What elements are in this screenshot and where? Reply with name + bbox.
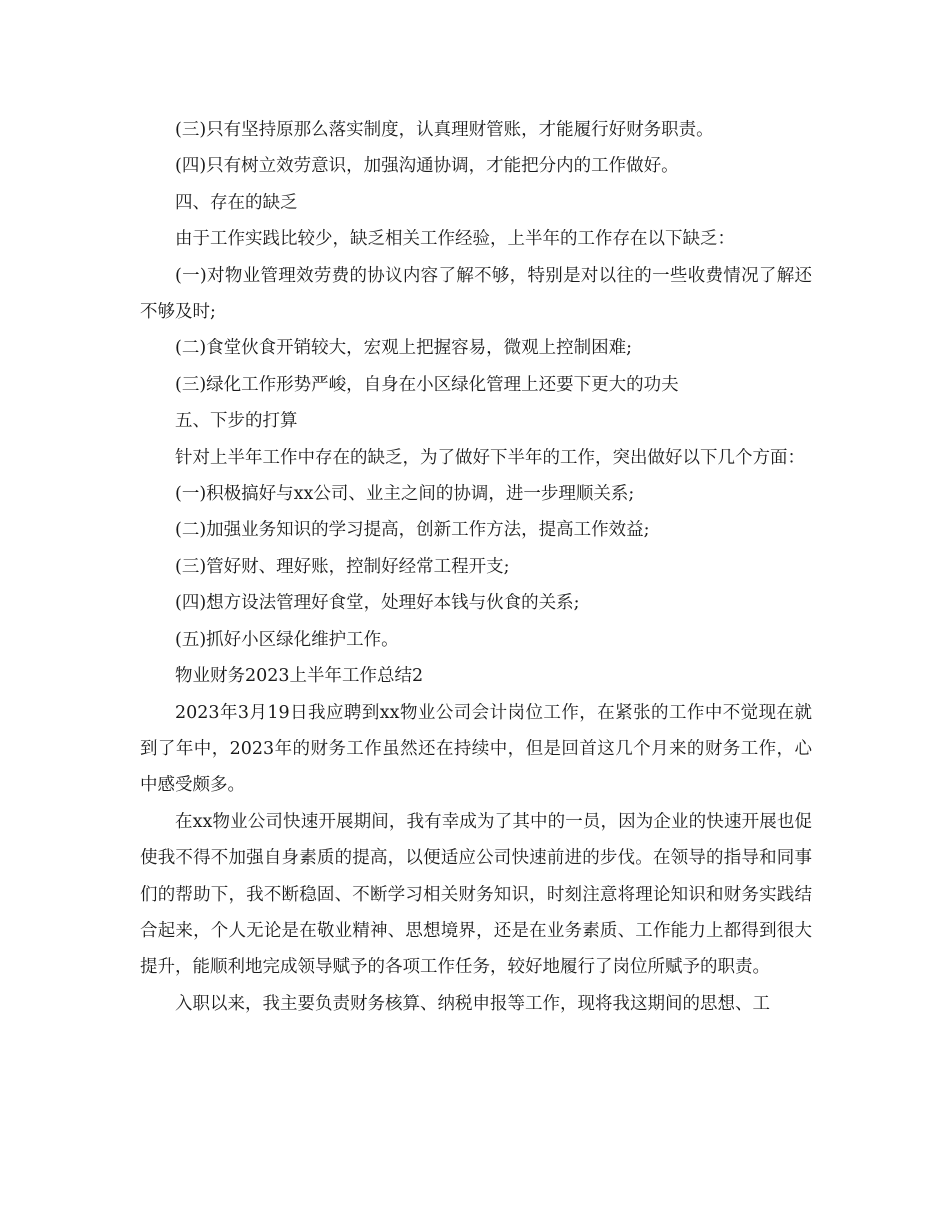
paragraph-duties: 入职以来，我主要负责财务核算、纳税申报等工作，现将我这期间的思想、工 <box>175 993 770 1014</box>
section-heading-shortcomings: 四、存在的缺乏 <box>175 192 298 213</box>
paragraph-shortcoming-1: (一)对物业管理效劳费的协议内容了解不够，特别是对以往的一些收费情况了解还不够及时; <box>140 265 812 323</box>
document-title-2: 物业财务2023上半年工作总结2 <box>175 666 424 687</box>
paragraph-intro: 2023年3月19日我应聘到xx物业公司会计岗位工作，在紧张的工作中不觉现在就到了年中，2023年的财务工作虽然还在持续中，但是回首这几个月来的财务工作，心中感受颇多。 <box>140 702 812 796</box>
paragraph-plan-3: (三)管好财、理好账，控制好经常工程开支; <box>175 556 510 577</box>
paragraph-plan-4: (四)想方设法管理好食堂，处理好本钱与伙食的关系; <box>175 593 580 614</box>
paragraph-shortcoming-3: (三)绿化工作形势严峻，自身在小区绿化管理上还要下更大的功夫 <box>175 374 679 395</box>
paragraph-principle-3: (三)只有坚持原那么落实制度，认真理财管账，才能履行好财务职责。 <box>175 120 714 140</box>
paragraph-plan-5: (五)抓好小区绿化维护工作。 <box>175 629 399 650</box>
paragraph-plan-1: (一)积极搞好与xx公司、业主之间的协调，进一步理顺关系; <box>175 484 635 505</box>
paragraph-plan-intro: 针对上半年工作中存在的缺乏，为了做好下半年的工作，突出做好以下几个方面： <box>175 447 805 468</box>
paragraph-shortcoming-2: (二)食堂伙食开销较大，宏观上把握容易，微观上控制困难; <box>175 338 633 359</box>
paragraph-principle-4: (四)只有树立效劳意识，加强沟通协调，才能把分内的工作做好。 <box>175 156 679 177</box>
document-body <box>140 112 812 1022</box>
paragraph-growth: 在xx物业公司快速开展期间，我有幸成为了其中的一员，因为企业的快速开展也促使我不得不加强自身素质的提高，以便适应公司快速前进的步伐。在领导的指导和同事们的帮助下，我不断稳固、不断学习相关财务知识，时刻注意将理论知识和财务实践结合起来，个人无论是在敬业精神、思想境界，还是在业务素质、工作能力上都得到很大提升，能顺利地完成领导赋予的各项工作任务，较好地履行了岗位所赋予的职责。 <box>140 811 812 978</box>
paragraph-shortcomings-intro: 由于工作实践比较少，缺乏相关工作经验，上半年的工作存在以下缺乏： <box>175 229 735 250</box>
section-heading-next-plan: 五、下步的打算 <box>175 411 298 432</box>
paragraph-plan-2: (二)加强业务知识的学习提高，创新工作方法，提高工作效益; <box>175 520 650 541</box>
